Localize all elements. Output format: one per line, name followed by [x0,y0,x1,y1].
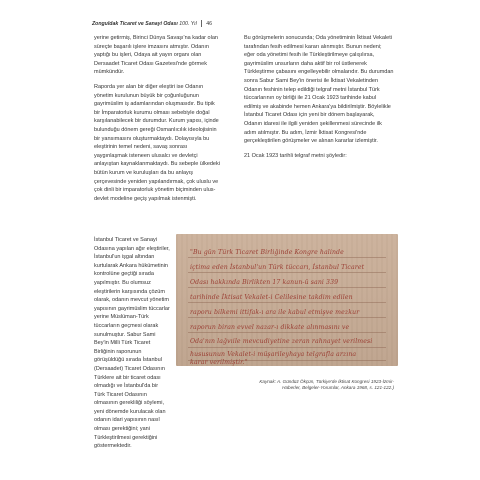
telegram-line: "Bu gün Türk Ticaret Birliğinde Kongre halinde [190,249,344,256]
header-divider [201,20,202,27]
left-paragraph-2: Raporda yer alan bir diğer eleştiri ise Odanın yönetim kurulunun büyük bir çoğunluğunun gayrimüslim iş adamlarından oluşmasıdır. Bu tipik bir İmparatorluk kurumu olması sebebiyle doğal karşılanabilecek bir durumdur. Kurum yapısı, içinde bulunduğu dönem gereği Osmanlıcılık ideolojisinin bir yansımasını oluşturmaktaydı. Dolayısıyla bu eleştirinin temel nedeni, savaş sonrası yaygınlaşmak isteneen ulusalcı ve devletçi anlayıştan kaynaklanmaktaydı. Bu sebeple ülkedeki bütün kurum ve kuruluşları da bu anlayış çerçevesinde yeniden yapılandırmak, çok uluslu ve çok dinli bir imparatorluk yönetim biçiminden ulus-devlet modeline geçiş yapılmak istenmişti. [94,83,220,202]
telegram-line: içtima eden İstanbul'un Türk tüccarı, İstanbul Ticaret [190,264,365,271]
paper-rule [188,302,386,303]
telegram-line: Oda'nın lağvıile mevcudiyetine zeran rahnayet verilmesi [190,338,373,345]
telegram-line: hususunun Vekalet-i müşarileyhaya telgrafla arzına [190,351,357,358]
publication-year-label: 100. Yıl [179,20,197,27]
page-header [92,20,212,27]
paper-rule [188,332,386,333]
page-number: 46 [206,20,213,27]
paper-rule [188,287,386,288]
telegram-line: raporu bilkemi ittifak-ı ara ile kabul etmişve mezkur [190,309,360,316]
paper-rule [188,347,386,348]
left-paragraph-1: yerine getirmiş, Birinci Dünya Savaşı'na kadar olan süreçte başarılı işlere imzasını atmıştır. Odanın yaptığı bu işleri, Odaya ait yayın organı olan Dersaadet Ticaret Odası Gazetesi'nde görmek mümkündür. [94,35,218,76]
left-column [94,34,222,209]
telegram-line: tarihinde İktisat Vekalet-i Celilesine takdim edilen [190,294,353,301]
right-paragraph-1: Bu görüşmelerin sonucunda; Oda yönetiminin İktisat Vekaleti tarafından fesih edilmesi kararı alınmıştır. Bunun nedeni; eğer oda yönetimi fesih ile Türkleştirilmeye çalışılırsa, gayrimüslim unsurların daha aktif bir rol üstlenerek Türkleştirme çabasını engelleyebilir olmalarıdır. Bu durumdan sonra Sabur Sami Bey'in önerisi ile İktisat Vekaletinden Odanın feshinin telep edildiği telgraf metni İstanbul Türk tüccarlarının oy birliği ile 21 Ocak 1923 tarihinde kabul edilmiş ve akabinde hemen Ankara'ya bildirilmiştir. Böylelikle İstanbul Ticaret Odası için yeni bir dönem başlayarak, Odanın idaresi ile ilgili yeniden şekillenmesi sürecinde ilk adım atılmıştır. Bu adım, İzmir İktisat Kongresi'nde gerçekleştirilen görüşmeler ve alınan kararlar izlemiştir. [244,35,394,145]
paper-rule [188,257,386,258]
telegram-line: raporun biran evvel nazar-ı dikkate alınmasını ve [190,324,350,331]
left-column-bottom [94,236,170,457]
right-paragraph-2: 21 Ocak 1923 tarihli telgraf metni şöyledir: [244,152,347,159]
telegram-photo [176,234,398,366]
right-column [244,34,394,166]
telegram-line: karar verilmiştir." [190,359,248,366]
publication-title: Zonguldak Ticaret ve Sanayi Odası [92,20,178,27]
paper-rule [188,272,386,273]
left-bottom-paragraph: İstanbul Ticaret ve Sanayi Odasına yapılan ağır eleştiriler, İstanbul'un işgal altından kurtularak Ankara hükümetinin kontrolüne geçtiği sırada yapılmıştır. Bu olumsuz eleştirilerin karşısında çözüm olarak, odanın mevcut yönetim yapısının gayrimüslim tüccarlar yerine Müslüman-Türk tüccarların geçmesi olarak sunulmuştur. Sabur Sami Bey'in Milli Türk Ticaret Birliğinin raporunun görüşüldüğü sırada İstanbul (Dersaadet) Ticaret Odasının Türklere ait bir ticaret odası olmadığı ve İstanbul'da bir Türk Ticaret Odasının olmasının gerekliliği söylemi, yeni dönemde kurulacak olan odanın idari yapısının nasıl olması gerektiğini; yani Türkleştirilmesi gerektiğini göstermektedir. [94,237,170,450]
photo-source-caption: Kaynak: A. Gündüz Ökçün, Türkiye'de İktisat Kongresi 1923-İzmir-Haberler, Belgeler-Yorumlar, Ankara 1968, s. 121-122.) [259,379,394,390]
paper-rule [188,317,386,318]
telegram-line: Odası hakkında Birlikten 17 kanun-ü sani 339 [190,279,339,286]
